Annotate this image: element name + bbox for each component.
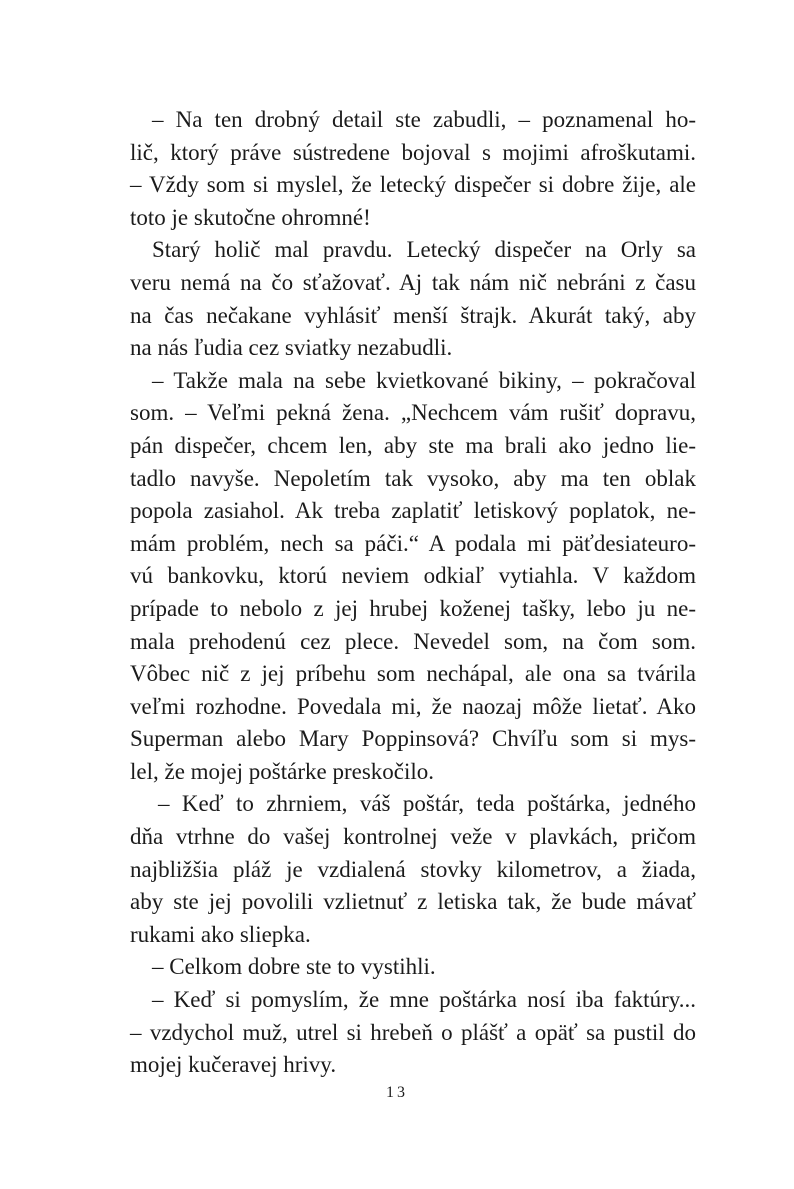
- text-line: – Takže mala na sebe kvietkované bikiny, – pokračoval: [152, 367, 696, 393]
- text-line: – Na ten drobný detail ste zabudli, – poznamenal ho-: [152, 107, 696, 132]
- text-line: – Celkom dobre ste to vystihli.: [152, 954, 436, 980]
- text-line: rukami ako sliepka.: [130, 921, 311, 947]
- text-line: – vzdychol muž, utrel si hrebeň o plášť a opäť sa pustil do: [130, 1019, 696, 1045]
- text-line: – Keď to zhrniem, váš poštár, teda poštárka, jedného: [158, 791, 696, 817]
- text-line: – Keď si pomyslím, že mne poštárka nosí iba faktúry...: [152, 987, 696, 1013]
- text-line: veľmi rozhodne. Povedala mi, že naozaj môže lietať. Ako: [130, 693, 696, 719]
- text-line: na nás ľudia cez sviatky nezabudli.: [130, 335, 453, 361]
- page-number: 13: [386, 1084, 408, 1101]
- text-line: dňa vtrhne do vašej kontrolnej veže v plavkách, pričom: [130, 824, 696, 850]
- text-line: vú bankovku, ktorú neviem odkiaľ vytiahla. V každom: [130, 563, 696, 589]
- text-line: prípade to nebolo z jej hrubej koženej tašky, lebo ju ne-: [130, 595, 696, 621]
- text-line: toto je skutočne ohromné!: [130, 204, 371, 230]
- text-line: popola zasiahol. Ak treba zaplatiť letiskový poplatok, ne-: [130, 498, 696, 524]
- body-text: [130, 104, 696, 1082]
- text-line: lič, ktorý práve sústredene bojoval s mojimi afroškutami.: [130, 139, 696, 165]
- text-line: tadlo navyše. Nepoletím tak vysoko, aby ma ten oblak: [130, 465, 696, 491]
- text-line: najbližšia pláž je vzdialená stovky kilometrov, a žiada,: [130, 856, 696, 882]
- text-line: mala prehodenú cez plece. Nevedel som, na čom som.: [130, 628, 696, 654]
- text-line: aby ste jej povolili vzlietnuť z letiska tak, že bude mávať: [130, 889, 696, 915]
- text-line: na čas nečakane vyhlásiť menší štrajk. Akurát taký, aby: [130, 302, 696, 328]
- text-line: lel, že mojej poštárke preskočilo.: [130, 758, 435, 784]
- text-line: Superman alebo Mary Poppinsová? Chvíľu som si mys-: [130, 726, 696, 752]
- text-line: pán dispečer, chcem len, aby ste ma brali ako jedno lie-: [130, 432, 696, 458]
- text-line: Starý holič mal pravdu. Letecký dispečer na Orly sa: [152, 237, 696, 263]
- text-line: mojej kučeravej hrivy.: [130, 1052, 337, 1078]
- text-line: – Vždy som si myslel, že letecký dispečer si dobre žije, ale: [130, 172, 696, 198]
- text-line: mám problém, nech sa páči.“ A podala mi päťdesiateuro-: [130, 530, 696, 556]
- text-line: Vôbec nič z jej príbehu som nechápal, ale ona sa tvárila: [130, 661, 696, 687]
- text-line: veru nemá na čo sťažovať. Aj tak nám nič nebráni z času: [130, 269, 696, 295]
- text-line: som. – Veľmi pekná žena. „Nechcem vám rušiť dopravu,: [130, 400, 696, 426]
